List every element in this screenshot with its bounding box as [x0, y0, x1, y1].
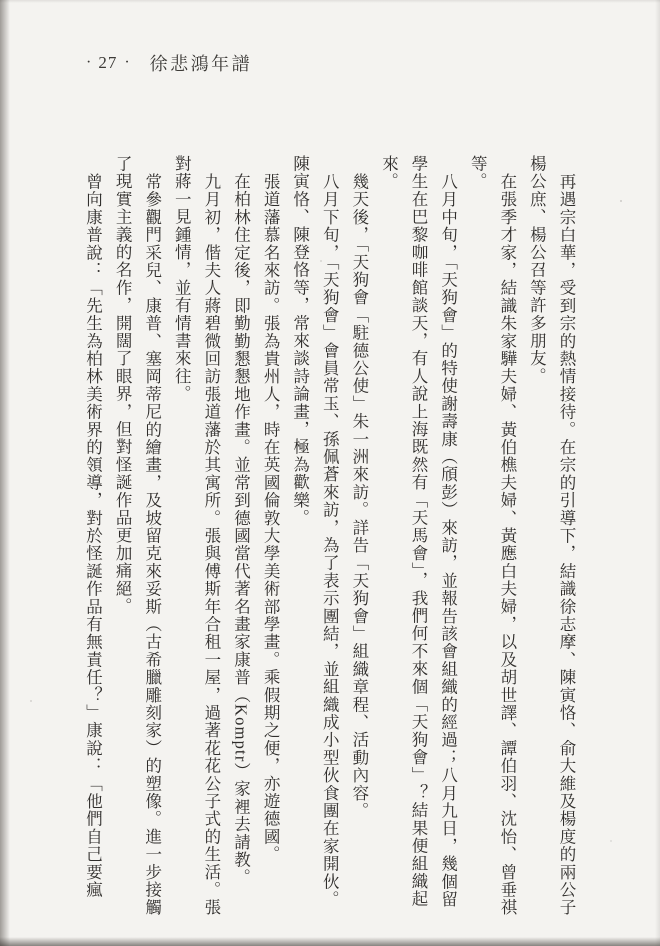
- text-column: 再遇宗白華，受到宗的熱情接待。在宗的引導下，結識徐志摩、陳寅恪、俞大維及楊度的兩公子: [557, 173, 576, 917]
- text-column: 在柏林住定後，即勤勤懇懇地作畫。並常到德國當代著名畫家康普（Komptr）家裡去請教。: [231, 173, 251, 887]
- text-column: 來。: [379, 155, 399, 191]
- page-edge-shadow-bottom: [0, 937, 660, 946]
- page-header: [81, 50, 252, 76]
- text-column: 陳寅恪、陳登恪等，常來談詩論畫，極為歡樂。: [290, 155, 310, 527]
- page-edge-shadow-left: [0, 0, 10, 946]
- text-column: 了現實主義的名作，開闊了眼界，但對怪誕作品更加痛絕。: [113, 155, 133, 616]
- text-column: 在張季才家，結識朱家驊夫婦、黃伯樵夫婦、黃應白夫婦，以及胡世譯、譚伯羽、沈怡、曾垂祺: [497, 173, 517, 917]
- page-number-dot-left: ·: [86, 54, 92, 71]
- text-column: 對蔣一見鍾情，並有情書來往。: [172, 155, 192, 403]
- text-column: 常參觀門采兒、康普、塞岡蒂尼的繪畫，及坡留克來妥斯（古希臘雕刻家）的塑像。進一步接觸: [142, 173, 162, 917]
- text-column: 幾天後，「天狗會「駐德公使」朱一洲來訪。詳告「天狗會」組織章程、活動內容。: [349, 173, 369, 820]
- book-title: 徐悲鴻年譜: [149, 54, 253, 74]
- text-column: 張道藩慕名來訪。張為貴州人，時在英國倫敦大學美術部學畫。乘假期之便，亦遊德國。: [261, 173, 281, 864]
- page-edge-shadow-right: [655, 0, 660, 946]
- page-number-dot-right: ·: [124, 54, 130, 71]
- text-column: 八月下旬，「天狗會」會員常玉、孫佩蒼來訪，為了表示團結，並組織成小型伙食團在家開伙。: [320, 173, 340, 909]
- text-column: 曾向康普說：「先生為柏林美術界的領導，對於怪誕作品有無責任？」康說：「他們自己要瘋: [83, 173, 103, 899]
- page-number: 27: [98, 53, 118, 72]
- text-column: 學生在巴黎咖啡館談天，有人說上海既然有「天馬會」，我們何不來個「天狗會」？結果便組織起: [409, 155, 429, 908]
- text-columns: [78, 155, 581, 921]
- text-column: 等。: [468, 155, 488, 191]
- page-edge-shadow-top: [0, 0, 660, 3]
- text-column: 九月初，偕夫人蔣碧微回訪張道藩於其寓所。張與傅斯年合租一屋，過著花花公子式的生活。張: [201, 173, 221, 917]
- text-column: 八月中旬，「天狗會」的特使謝壽康（頎彭）來訪，並報告該會組織的經過；八月九日，幾個留: [438, 173, 458, 909]
- text-column: 楊公庶、楊公召等許多朋友。: [527, 155, 547, 386]
